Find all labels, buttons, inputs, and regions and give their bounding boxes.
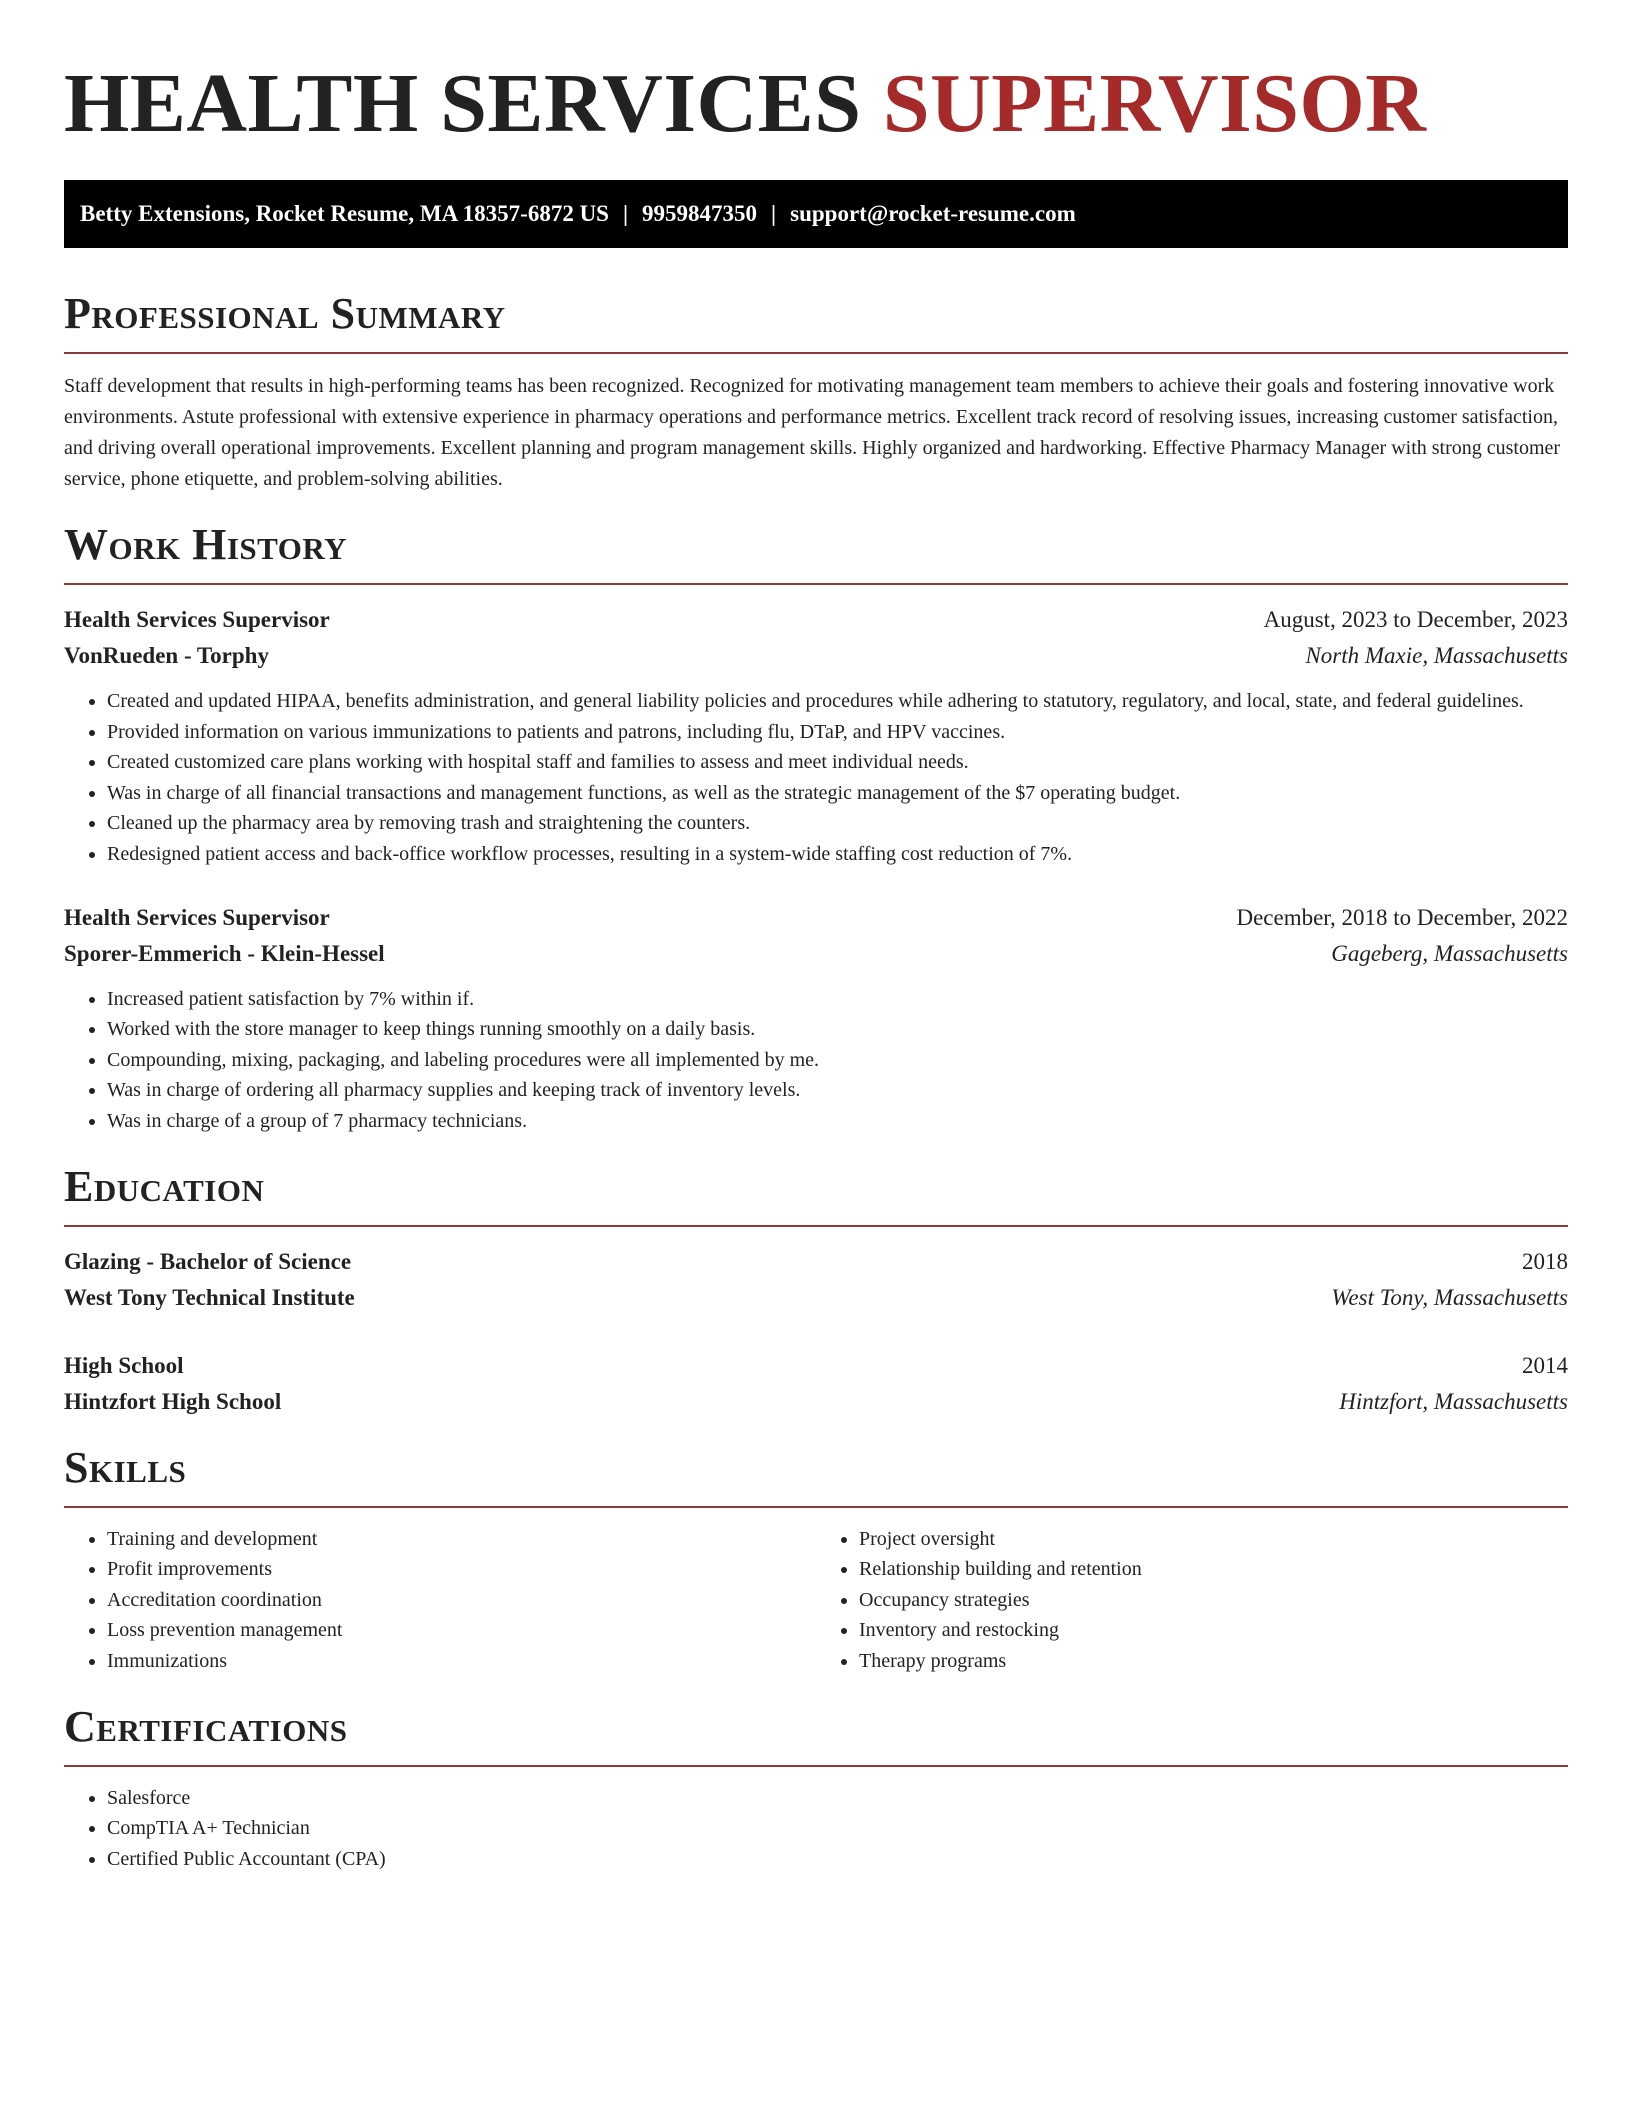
job-header-row bbox=[64, 602, 1568, 638]
skills-section bbox=[64, 1442, 1568, 1677]
job-dates: August, 2023 to December, 2023 bbox=[1263, 607, 1568, 632]
job-bullet: • Was in charge of all financial transactions and management functions, as well as the strategic management of the $7 operating budget. bbox=[107, 778, 1568, 809]
education-year: 2018 bbox=[1522, 1248, 1568, 1274]
section-divider bbox=[64, 1765, 1568, 1767]
section-divider bbox=[64, 352, 1568, 354]
contact-separator: | bbox=[771, 201, 777, 226]
section-divider bbox=[64, 1225, 1568, 1227]
summary-text: Staff development that results in high-performing teams has been recognized. Recognized for motivating management team members to achieve their goals and fostering innovative work environments. Astute professional with extensive experience in pharmacy operations and performance metrics. Excellent track record of resolving issues, increasing customer satisfaction, and driving overall operational improvements. Excellent planning and program management skills. Highly organized and hardworking. Effective Pharmacy Manager with strong customer service, phone etiquette, and problem-solving abilities. bbox=[64, 375, 1561, 490]
job-company: Sporer-Emmerich - Klein-Hessel bbox=[64, 940, 385, 966]
resume-title bbox=[64, 0, 1568, 152]
skill-item: • Therapy programs bbox=[859, 1646, 1568, 1677]
job-bullet: • Redesigned patient access and back-office workflow processes, resulting in a system-wide staffing cost reduction of 7%. bbox=[107, 839, 1568, 870]
education-school-row bbox=[64, 1280, 1568, 1316]
education-header-row bbox=[64, 1348, 1568, 1384]
job-location: North Maxie, Massachusetts bbox=[1305, 643, 1568, 668]
section-heading-summary: Professional Summary bbox=[64, 289, 506, 338]
education-degree: Glazing - Bachelor of Science bbox=[64, 1248, 352, 1274]
job-bullet: • Increased patient satisfaction by 7% within if. bbox=[107, 984, 1568, 1015]
contact-separator: | bbox=[622, 201, 629, 226]
education-location: West Tony, Massachusetts bbox=[1331, 1284, 1568, 1310]
skill-item: • Occupancy strategies bbox=[859, 1585, 1568, 1616]
contact-phone: 9959847350 bbox=[642, 201, 758, 226]
job-bullet: • Created customized care plans working with hospital staff and families to assess and meet individual needs. bbox=[107, 747, 1568, 778]
job-bullet: • Worked with the store manager to keep things running smoothly on a daily basis. bbox=[107, 1014, 1568, 1045]
job-header-row bbox=[64, 900, 1568, 936]
skill-item: • Inventory and restocking bbox=[859, 1615, 1568, 1646]
education-entry bbox=[64, 1244, 1568, 1316]
skill-item: • Accreditation coordination bbox=[107, 1585, 816, 1616]
education-entry bbox=[64, 1348, 1568, 1420]
section-heading-education: Education bbox=[64, 1161, 265, 1211]
education-degree: High School bbox=[64, 1352, 184, 1378]
job-dates: December, 2018 to December, 2022 bbox=[1236, 904, 1568, 930]
section-heading-skills: Skills bbox=[64, 1442, 187, 1492]
contact-email: support@rocket-resume.com bbox=[790, 201, 1076, 226]
skills-list-right bbox=[816, 1524, 1568, 1677]
section-divider bbox=[64, 1506, 1568, 1508]
certification-item: • Certified Public Accountant (CPA) bbox=[107, 1844, 1568, 1875]
certifications-list bbox=[64, 1783, 1568, 1875]
job-title: Health Services Supervisor bbox=[64, 607, 330, 632]
job-entry bbox=[64, 900, 1568, 1137]
skill-item: • Immunizations bbox=[107, 1646, 816, 1677]
education-school: Hintzfort High School bbox=[64, 1388, 282, 1414]
job-bullet: • Created and updated HIPAA, benefits administration, and general liability policies and procedures while adhering to statutory, regulatory, and local, state, and federal guidelines. bbox=[107, 686, 1568, 717]
skills-list-left bbox=[64, 1524, 816, 1677]
education-school-row bbox=[64, 1384, 1568, 1420]
title-accent: SUPERVISOR bbox=[882, 57, 1427, 150]
job-company-row bbox=[64, 638, 1568, 674]
job-bullet: • Was in charge of ordering all pharmacy supplies and keeping track of inventory levels. bbox=[107, 1075, 1568, 1106]
summary-section bbox=[64, 288, 1568, 495]
job-bullet: • Cleaned up the pharmacy area by removing trash and straightening the counters. bbox=[107, 808, 1568, 839]
section-heading-certifications: Certifications bbox=[64, 1701, 348, 1751]
education-location: Hintzfort, Massachusetts bbox=[1339, 1388, 1568, 1414]
contact-bar bbox=[64, 180, 1568, 248]
job-entry bbox=[64, 602, 1568, 870]
education-header-row bbox=[64, 1244, 1568, 1280]
title-main: HEALTH SERVICES bbox=[64, 57, 862, 150]
job-bullet: • Provided information on various immunizations to patients and patrons, including flu, DTaP, and HPV vaccines. bbox=[107, 717, 1568, 748]
job-bullet: • Compounding, mixing, packaging, and labeling procedures were all implemented by me. bbox=[107, 1045, 1568, 1076]
job-location: Gageberg, Massachusetts bbox=[1331, 940, 1568, 966]
job-title: Health Services Supervisor bbox=[64, 904, 330, 930]
job-company-row bbox=[64, 936, 1568, 972]
job-bullet: • Was in charge of a group of 7 pharmacy technicians. bbox=[107, 1106, 1568, 1137]
contact-address: Betty Extensions, Rocket Resume, MA 18357-6872 US bbox=[80, 201, 609, 226]
work-history-section bbox=[64, 519, 1568, 1137]
skill-item: • Training and development bbox=[107, 1524, 816, 1555]
section-heading-work-history: Work History bbox=[64, 520, 348, 569]
education-section bbox=[64, 1161, 1568, 1420]
certification-item: • Salesforce bbox=[107, 1783, 1568, 1814]
section-divider bbox=[64, 583, 1568, 585]
education-year: 2014 bbox=[1522, 1352, 1568, 1378]
job-bullets bbox=[64, 984, 1568, 1137]
education-school: West Tony Technical Institute bbox=[64, 1284, 355, 1310]
certifications-section bbox=[64, 1701, 1568, 1875]
skill-item: • Profit improvements bbox=[107, 1554, 816, 1585]
skill-item: • Loss prevention management bbox=[107, 1615, 816, 1646]
job-company: VonRueden - Torphy bbox=[64, 643, 269, 668]
certification-item: • CompTIA A+ Technician bbox=[107, 1813, 1568, 1844]
skill-item: • Relationship building and retention bbox=[859, 1554, 1568, 1585]
skill-item: • Project oversight bbox=[859, 1524, 1568, 1555]
skills-grid bbox=[64, 1524, 1568, 1677]
job-bullets bbox=[64, 686, 1568, 870]
